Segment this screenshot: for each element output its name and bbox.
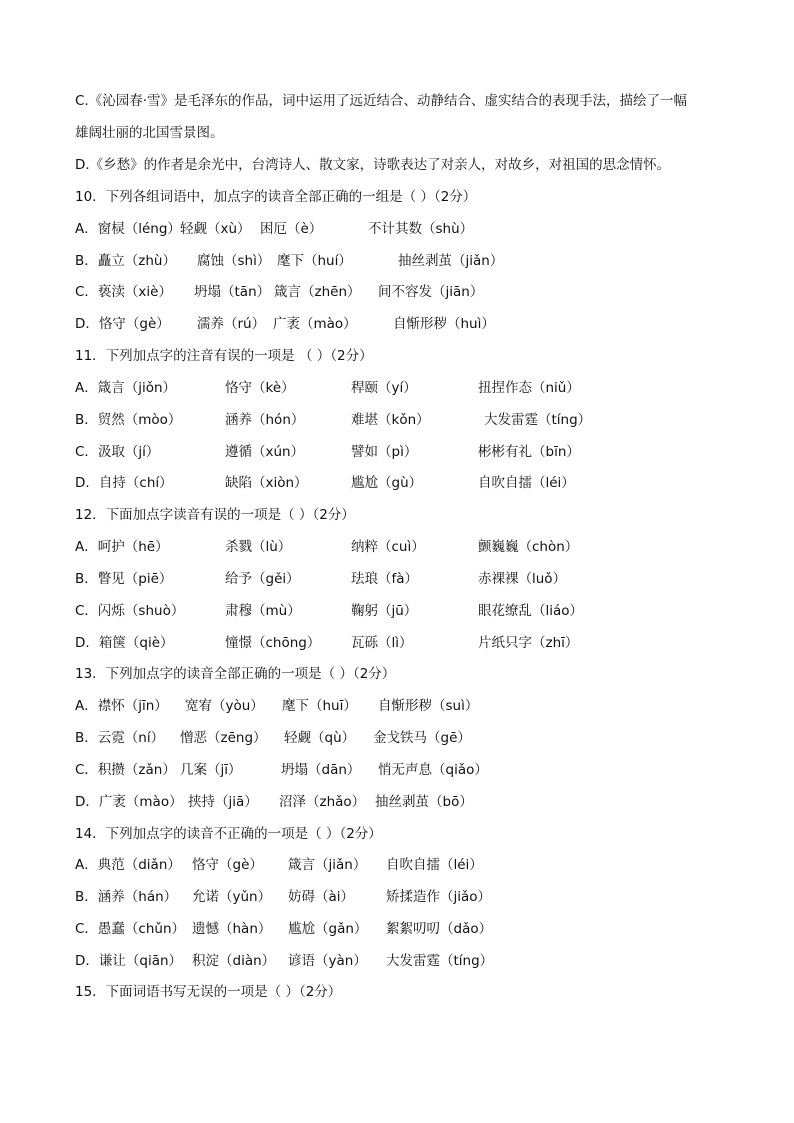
option-term: 稈颐（yí） — [351, 380, 417, 396]
option-term: 箴言（jiǎn） — [288, 857, 367, 873]
option-term: 允诺（yǔn） — [192, 889, 272, 905]
option-term: 轻觑（xù） — [180, 221, 251, 237]
option-term: 几案（jī） — [180, 762, 242, 778]
paragraph-text: D.《乡愁》的作者是余光中，台湾诗人、散文家，诗歌表达了对亲人，对故乡，对祖国的思念情怀。 — [75, 157, 671, 173]
option-term: 金戈铁马（gē） — [373, 730, 471, 746]
option-term: D．箱箧（qiè） — [75, 635, 174, 651]
option-term: 絮絮叨叨（dǎo） — [386, 921, 493, 937]
option-term: 积淀（diàn） — [192, 953, 276, 969]
option-term: B．云霓（ní） — [75, 730, 165, 746]
option-term: C．闪烁（shuò） — [75, 603, 185, 619]
option-term: 尴尬（gǎn） — [288, 921, 368, 937]
option-term: 尴尬（gù） — [351, 475, 423, 491]
option-term: 广袤（mào） — [273, 316, 357, 332]
option-term: D．恪守（gè） — [75, 316, 170, 332]
option-term: 濡养（rú） — [197, 316, 266, 332]
option-term: 憧憬（chōng） — [225, 635, 321, 651]
option-term: C．愚蠢（chǔn） — [75, 921, 186, 937]
option-term: 抽丝剥茧（bō） — [375, 794, 473, 810]
option-term: 坍塌（dān） — [281, 762, 361, 778]
option-term: 肃穆（mù） — [225, 603, 301, 619]
option-term: A．典范（diǎn） — [75, 857, 181, 873]
option-term: 譬如（pì） — [351, 444, 418, 460]
option-term: A．箴言（jiǒn） — [75, 380, 177, 396]
paragraph-text: 10．下列各组词语中，加点字的读音全部正确的一组是（ ）（2分） — [75, 189, 477, 205]
paragraph-text: 12．下面加点字读音有误的一项是（ ）（2分） — [75, 507, 355, 523]
option-term: 缺陷（xiòn） — [225, 475, 308, 491]
option-term: 坍塌（tān） — [194, 284, 271, 300]
option-term: 挟持（jiā） — [188, 794, 258, 810]
option-term: 麾下（huī） — [282, 698, 357, 714]
option-term: 不计其数（shù） — [368, 221, 474, 237]
option-term: 沼泽（zhǎo） — [279, 794, 366, 810]
option-term: 恪守（gè） — [192, 857, 263, 873]
option-term: 谚语（yàn） — [288, 953, 367, 969]
option-term: 扭捏作态（niǔ） — [478, 380, 580, 396]
option-term: A．窗棂（léng） — [75, 221, 181, 237]
option-term: 纳粹（cuì） — [351, 539, 425, 555]
option-term: 珐琅（fà） — [351, 571, 419, 587]
option-term: 轻觑（qù） — [284, 730, 356, 746]
option-term: D．谦让（qiān） — [75, 953, 183, 969]
option-term: 赤裸裸（luǒ） — [478, 571, 567, 587]
option-term: 自吹自擂（léi） — [386, 857, 483, 873]
option-term: 杀戮（lù） — [225, 539, 292, 555]
option-term: B．贸然（mòo） — [75, 412, 182, 428]
option-term: 大发雷霆（tíng） — [386, 953, 494, 969]
option-term: 眼花缭乱（liáo） — [478, 603, 584, 619]
option-term: 宽宥（yòu） — [185, 698, 264, 714]
option-term: C．汲取（jí） — [75, 444, 160, 460]
option-term: B．涵养（hán） — [75, 889, 178, 905]
option-term: 遗憾（hàn） — [192, 921, 272, 937]
option-term: D．广袤（mào） — [75, 794, 183, 810]
paragraph-text: 14．下列加点字的读音不正确的一项是（ ）（2分） — [75, 826, 382, 842]
option-term: 矫揉造作（jiǎo） — [386, 889, 492, 905]
paragraph-text: 13．下列加点字的读音全部正确的一项是（ ）（2分） — [75, 666, 396, 682]
option-term: 颤巍巍（chòn） — [478, 539, 579, 555]
option-term: 鞠躬（jū） — [351, 603, 418, 619]
option-term: 难堪（kǒn） — [351, 412, 430, 428]
option-term: 间不容发（jiān） — [378, 284, 484, 300]
option-term: B．矗立（zhù） — [75, 253, 176, 269]
option-term: 腐蚀（shì） — [197, 253, 271, 269]
paragraph-text: 雄阔壮丽的北国雪景图。 — [75, 125, 224, 141]
option-term: 麾下（huí） — [277, 253, 352, 269]
option-term: A．呵护（hē） — [75, 539, 169, 555]
option-term: 憎恶（zēng） — [180, 730, 267, 746]
option-term: 涵养（hón） — [225, 412, 305, 428]
option-term: 彬彬有礼（bīn） — [478, 444, 580, 460]
option-term: 悄无声息（qiǎo） — [378, 762, 488, 778]
paragraph-text: 11．下列加点字的注音有误的一项是 （ ）（2分） — [75, 348, 373, 364]
option-term: 恪守（kè） — [225, 380, 295, 396]
option-term: 自惭形秽（suì） — [378, 698, 479, 714]
option-term: C．积攒（zǎn） — [75, 762, 176, 778]
option-term: 大发雷霆（tíng） — [484, 412, 592, 428]
option-term: 给予（gěi） — [225, 571, 300, 587]
option-term: C．亵渎（xiè） — [75, 284, 172, 300]
paragraph-text: 15．下面词语书写无误的一项是（ ）（2分） — [75, 984, 342, 1000]
option-term: B．瞥见（piē） — [75, 571, 173, 587]
option-term: A．襟怀（jīn） — [75, 698, 168, 714]
option-term: 自吹自擂（léi） — [478, 475, 575, 491]
option-term: 箴言（zhēn） — [274, 284, 361, 300]
paragraph-text: C.《沁园春·雪》是毛泽东的作品，词中运用了远近结合、动静结合、虚实结合的表现手法，描绘了一幅 — [75, 93, 688, 109]
option-term: 困厄（è） — [260, 221, 323, 237]
option-term: 自惭形秽（huì） — [393, 316, 495, 332]
option-term: 妨碍（ài） — [288, 889, 355, 905]
option-term: 瓦砾（lì） — [351, 635, 413, 651]
option-term: 抽丝剥茧（jiǎn） — [398, 253, 504, 269]
option-term: 片纸只字（zhī） — [478, 635, 579, 651]
option-term: 遵循（xún） — [225, 444, 305, 460]
option-term: D．自持（chí） — [75, 475, 173, 491]
